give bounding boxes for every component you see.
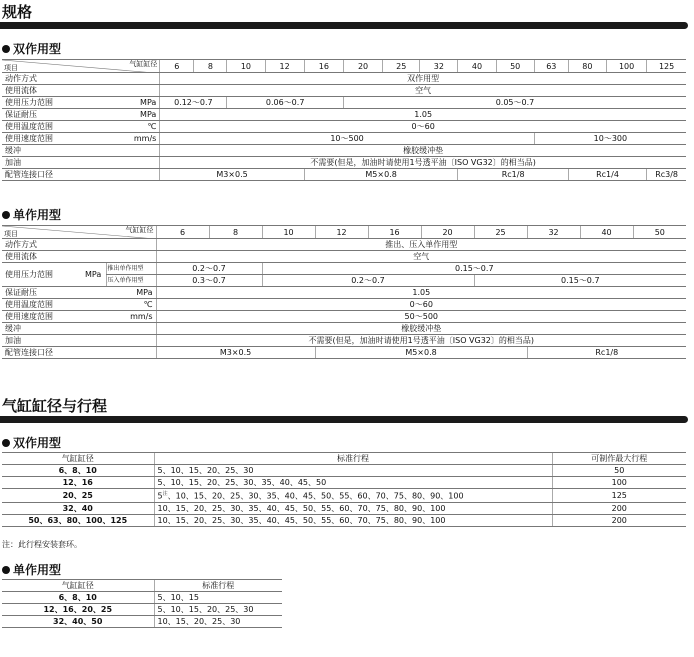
table-row xyxy=(2,347,686,359)
row-label: 配管连接口径 xyxy=(2,347,156,359)
column-header: 标准行程 xyxy=(154,453,552,465)
row-value: 0.15～0.7 xyxy=(474,275,686,287)
row-value: 双作用型 xyxy=(160,73,686,85)
row-value: Rc3/8 xyxy=(647,169,686,181)
row-value: 空气 xyxy=(160,85,686,97)
bore-header: 20 xyxy=(421,226,474,239)
row-label: 使用流体 xyxy=(2,251,156,263)
row-value: 0.3～0.7 xyxy=(156,275,262,287)
bore-cell: 12、16 xyxy=(2,477,154,489)
row-value: 0.2～0.7 xyxy=(262,275,474,287)
bore-header: 8 xyxy=(194,60,227,73)
row-label: 保证耐压 xyxy=(2,287,106,299)
row-unit: MPa xyxy=(111,97,159,109)
bore-header: 6 xyxy=(156,226,209,239)
row-value: M3×0.5 xyxy=(156,347,315,359)
bore-header: 125 xyxy=(647,60,686,73)
bore-header: 100 xyxy=(606,60,646,73)
row-value: 橡胶缓冲垫 xyxy=(160,145,686,157)
row-value: Rc1/8 xyxy=(527,347,686,359)
row-value: 10～500 xyxy=(160,133,534,145)
stroke-cell: $5^注$、10、15、20、25、30、35、40、45、50、55、60、70、75、80、90、100 xyxy=(154,489,552,503)
row-value: Rc1/4 xyxy=(568,169,646,181)
table-row xyxy=(2,251,686,263)
double-acting-title: 双作用型 xyxy=(2,40,61,57)
row-label: 配管连接口径 xyxy=(2,169,160,181)
bore-header: 8 xyxy=(209,226,262,239)
stroke-double-table xyxy=(2,452,686,527)
row-value: 不需要(但是，加油时请使用1号透平油〔ISO VG32〕的相当品) xyxy=(160,157,686,169)
table-row xyxy=(2,502,686,514)
stroke-cell: 5、10、15、20、25、30 xyxy=(154,604,282,616)
section-bar xyxy=(0,22,688,29)
row-value: 橡胶缓冲垫 xyxy=(156,323,686,335)
bore-header: 50 xyxy=(496,60,534,73)
row-value: 1.05 xyxy=(156,287,686,299)
row-value: M5×0.8 xyxy=(315,347,527,359)
table-row xyxy=(2,109,686,121)
bullet-icon xyxy=(2,566,10,574)
row-unit: mm/s xyxy=(106,311,156,323)
table-row xyxy=(2,489,686,503)
row-label: 使用压力范围 xyxy=(2,263,84,287)
row-value: 0.12～0.7 xyxy=(160,97,227,109)
row-value: 0.05～0.7 xyxy=(343,97,686,109)
max-stroke-cell: 200 xyxy=(552,502,686,514)
table-row xyxy=(2,335,686,347)
stroke-cell: 10、15、20、25、30 xyxy=(154,616,282,628)
stroke-cell: 5、10、15、20、25、30、35、40、45、50 xyxy=(154,477,552,489)
bore-cell: 6、8、10 xyxy=(2,592,154,604)
bore-header: 80 xyxy=(568,60,606,73)
table-row xyxy=(2,323,686,335)
max-stroke-cell: 200 xyxy=(552,514,686,526)
bore-header: 10 xyxy=(227,60,265,73)
table-row xyxy=(2,299,686,311)
spec-double-table xyxy=(2,59,686,181)
row-label: 使用速度范围 xyxy=(2,133,111,145)
max-stroke-cell: 125 xyxy=(552,489,686,503)
stroke-cell: 10、15、20、25、30、35、40、45、50、55、60、70、75、80、90、100 xyxy=(154,502,552,514)
table-row xyxy=(2,477,686,489)
single-acting-title: 单作用型 xyxy=(2,206,61,223)
row-label: 使用压力范围 xyxy=(2,97,111,109)
spec-section xyxy=(0,2,688,29)
bore-cell: 6、8、10 xyxy=(2,465,154,477)
row-unit: MPa xyxy=(106,287,156,299)
row-value: 0～60 xyxy=(156,299,686,311)
row-label: 使用流体 xyxy=(2,85,160,97)
bore-header: 25 xyxy=(383,60,420,73)
push-type-label: 推出单作用型 xyxy=(106,263,156,275)
table-row xyxy=(2,145,686,157)
single-acting-stroke-title: 单作用型 xyxy=(2,561,61,578)
table-row xyxy=(2,616,282,628)
table-row xyxy=(2,169,686,181)
table-row xyxy=(2,85,686,97)
bore-header: 40 xyxy=(580,226,633,239)
column-header: 气缸缸径 xyxy=(2,453,154,465)
max-stroke-cell: 50 xyxy=(552,465,686,477)
header-corner: 气缸缸径 项目 xyxy=(2,226,156,239)
bore-header: 63 xyxy=(534,60,568,73)
pull-type-label: 压入单作用型 xyxy=(106,275,156,287)
row-unit: ℃ xyxy=(106,299,156,311)
bullet-icon xyxy=(2,211,10,219)
bore-cell: 50、63、80、100、125 xyxy=(2,514,154,526)
table-row xyxy=(2,97,686,109)
bore-cell: 20、25 xyxy=(2,489,154,503)
row-label: 动作方式 xyxy=(2,239,156,251)
row-label: 使用温度范围 xyxy=(2,121,111,133)
row-label: 加油 xyxy=(2,157,160,169)
bullet-icon xyxy=(2,45,10,53)
row-label: 加油 xyxy=(2,335,156,347)
row-label: 缓冲 xyxy=(2,145,160,157)
row-value: 0.2～0.7 xyxy=(156,263,262,275)
table-row xyxy=(2,239,686,251)
row-value: 0.15～0.7 xyxy=(262,263,686,275)
table-row xyxy=(2,514,686,526)
column-header: 标准行程 xyxy=(154,580,282,592)
row-value: M3×0.5 xyxy=(160,169,304,181)
row-value: 0～60 xyxy=(160,121,686,133)
section-bar xyxy=(0,416,688,423)
table-row xyxy=(2,592,282,604)
row-label: 保证耐压 xyxy=(2,109,111,121)
table-row xyxy=(2,73,686,85)
stroke-cell: 5、10、15、20、25、30 xyxy=(154,465,552,477)
bullet-icon xyxy=(2,439,10,447)
stroke-cell: 10、15、20、25、30、35、40、45、50、55、60、70、75、80、90、100 xyxy=(154,514,552,526)
row-value: M5×0.8 xyxy=(304,169,458,181)
bore-cell: 12、16、20、25 xyxy=(2,604,154,616)
table-row xyxy=(2,157,686,169)
row-unit: ℃ xyxy=(111,121,159,133)
table-row xyxy=(2,133,686,145)
row-value: 10～300 xyxy=(534,133,686,145)
bore-header: 16 xyxy=(304,60,343,73)
table-row xyxy=(2,263,686,275)
bore-header: 32 xyxy=(527,226,580,239)
table-row xyxy=(2,604,282,616)
bore-cell: 32、40、50 xyxy=(2,616,154,628)
row-unit: mm/s xyxy=(111,133,159,145)
stroke-single-table xyxy=(2,579,282,628)
bore-header: 12 xyxy=(265,60,304,73)
row-value: 空气 xyxy=(156,251,686,263)
row-unit: MPa xyxy=(111,109,159,121)
header-corner: 气缸缸径 项目 xyxy=(2,60,160,73)
table-row xyxy=(2,287,686,299)
bore-header: 16 xyxy=(368,226,421,239)
bore-header: 25 xyxy=(474,226,527,239)
column-header: 可制作最大行程 xyxy=(552,453,686,465)
header-row xyxy=(2,453,686,465)
header-row xyxy=(2,226,686,239)
table-row xyxy=(2,121,686,133)
stroke-note: 注：此行程安装套环。 xyxy=(2,540,82,549)
stroke-cell: 5、10、15 xyxy=(154,592,282,604)
double-acting-stroke-title: 双作用型 xyxy=(2,434,61,451)
spec-single-table xyxy=(2,225,686,359)
bore-header: 10 xyxy=(262,226,315,239)
row-value: 1.05 xyxy=(160,109,686,121)
stroke-section xyxy=(0,396,688,423)
max-stroke-cell: 100 xyxy=(552,477,686,489)
column-header: 气缸缸径 xyxy=(2,580,154,592)
section-title: 规格 xyxy=(2,3,33,21)
row-value: 推出、压入单作用型 xyxy=(156,239,686,251)
row-label: 动作方式 xyxy=(2,73,160,85)
bore-header: 20 xyxy=(343,60,382,73)
bore-header: 6 xyxy=(160,60,194,73)
row-label: 使用温度范围 xyxy=(2,299,106,311)
header-row xyxy=(2,580,282,592)
row-label: 使用速度范围 xyxy=(2,311,106,323)
bore-cell: 32、40 xyxy=(2,502,154,514)
table-row xyxy=(2,311,686,323)
row-value: 50～500 xyxy=(156,311,686,323)
row-value: 0.06～0.7 xyxy=(227,97,344,109)
bore-header: 40 xyxy=(458,60,496,73)
row-value: Rc1/8 xyxy=(458,169,568,181)
bore-header: 50 xyxy=(633,226,686,239)
row-unit: MPa xyxy=(84,263,106,287)
row-label: 缓冲 xyxy=(2,323,156,335)
bore-header: 12 xyxy=(315,226,368,239)
section-title: 气缸缸径与行程 xyxy=(2,397,108,415)
header-row xyxy=(2,60,686,73)
row-value: 不需要(但是，加油时请使用1号透平油〔ISO VG32〕的相当品) xyxy=(156,335,686,347)
table-row xyxy=(2,465,686,477)
bore-header: 32 xyxy=(420,60,458,73)
